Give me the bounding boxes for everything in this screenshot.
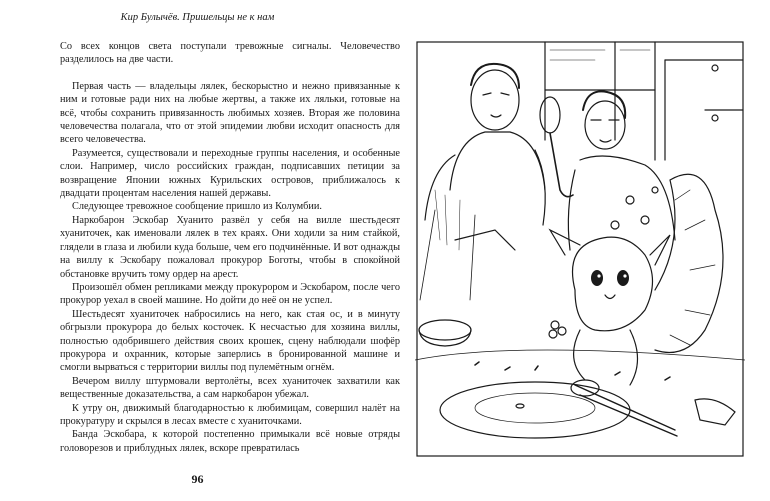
man-figure — [420, 64, 545, 300]
page-number: 96 — [191, 472, 204, 486]
paragraph: К утру он, движимый благодарностью к любимицам, совершил налёт на прокуратуру и скрылся в лесах вместе с хуаниточками. — [60, 402, 400, 427]
paragraph: Банда Эскобара, к которой постепенно примыкали всё новые отряды головорезов и приблудных лялек, вскоре превратилась — [60, 429, 400, 454]
paragraph: Первая часть — владельцы лялек, бескорыстно и нежно привязанные к ним и готовые ради них на любые жертвы, а также их ляльки, готовые на всё, чтобы сохранить привязанность любимых хозяев. Вторая же половина человечества полагала, что от этой эпидемии любви исходит опасность для всего человечества. — [60, 80, 400, 146]
paragraph: Вечером виллу штурмовали вертолёты, всех хуаниточек захватили как вещественные доказательства, а сам наркобарон убежал. — [60, 375, 400, 401]
table-items — [415, 320, 745, 438]
paragraph: Шестьдесят хуаниточек набросились на него, как стая ос, и в минуту обгрызли прокурора до белых косточек. К несчастью для хозяина виллы, полностью одобрившего действия своих крошек, сцену наблюдали шофёр прокурора и охранник, которые заперлись в бронированной машине и смогли вырваться с территории виллы под пулемётным огнём. — [60, 308, 400, 374]
paragraph: Следующее тревожное сообщение пришло из Колумбии. — [72, 201, 322, 213]
paragraph: Разумеется, существовали и переходные группы населения, и особенные слои. Например, число российских граждан, подписавших петиции за возвращение Японии южных Курильских островов, приближалось к двадцати процентам населения нашей державы. — [60, 147, 400, 200]
running-header: Кир Булычёв. Пришельцы не к нам — [120, 12, 275, 23]
paragraph: Со всех концов света поступали тревожные сигналы. Человечество разделилось на две части. — [60, 41, 400, 66]
body-text — [60, 40, 400, 455]
creature — [549, 174, 723, 385]
woman-figure — [568, 91, 675, 250]
illustration — [415, 40, 745, 458]
paragraph: Наркобарон Эскобар Хуанито развёл у себя на вилле шестьдесят хуаниточек, как именовали лялек в тех краях. Они ходили за ним стайкой, глядели в глаза и любили куда больше, чем его подчинённые. И вот однажды на виллу к Эскобару пожаловал прокурор Боготы, чтобы в спокойной обстановке вручить тому ордер на арест. — [60, 214, 400, 280]
paragraph: Произошёл обмен репликами между прокурором и Эскобаром, после чего прокурор уехал в своей машине. Но дойти до неё он не успел. — [60, 281, 400, 307]
